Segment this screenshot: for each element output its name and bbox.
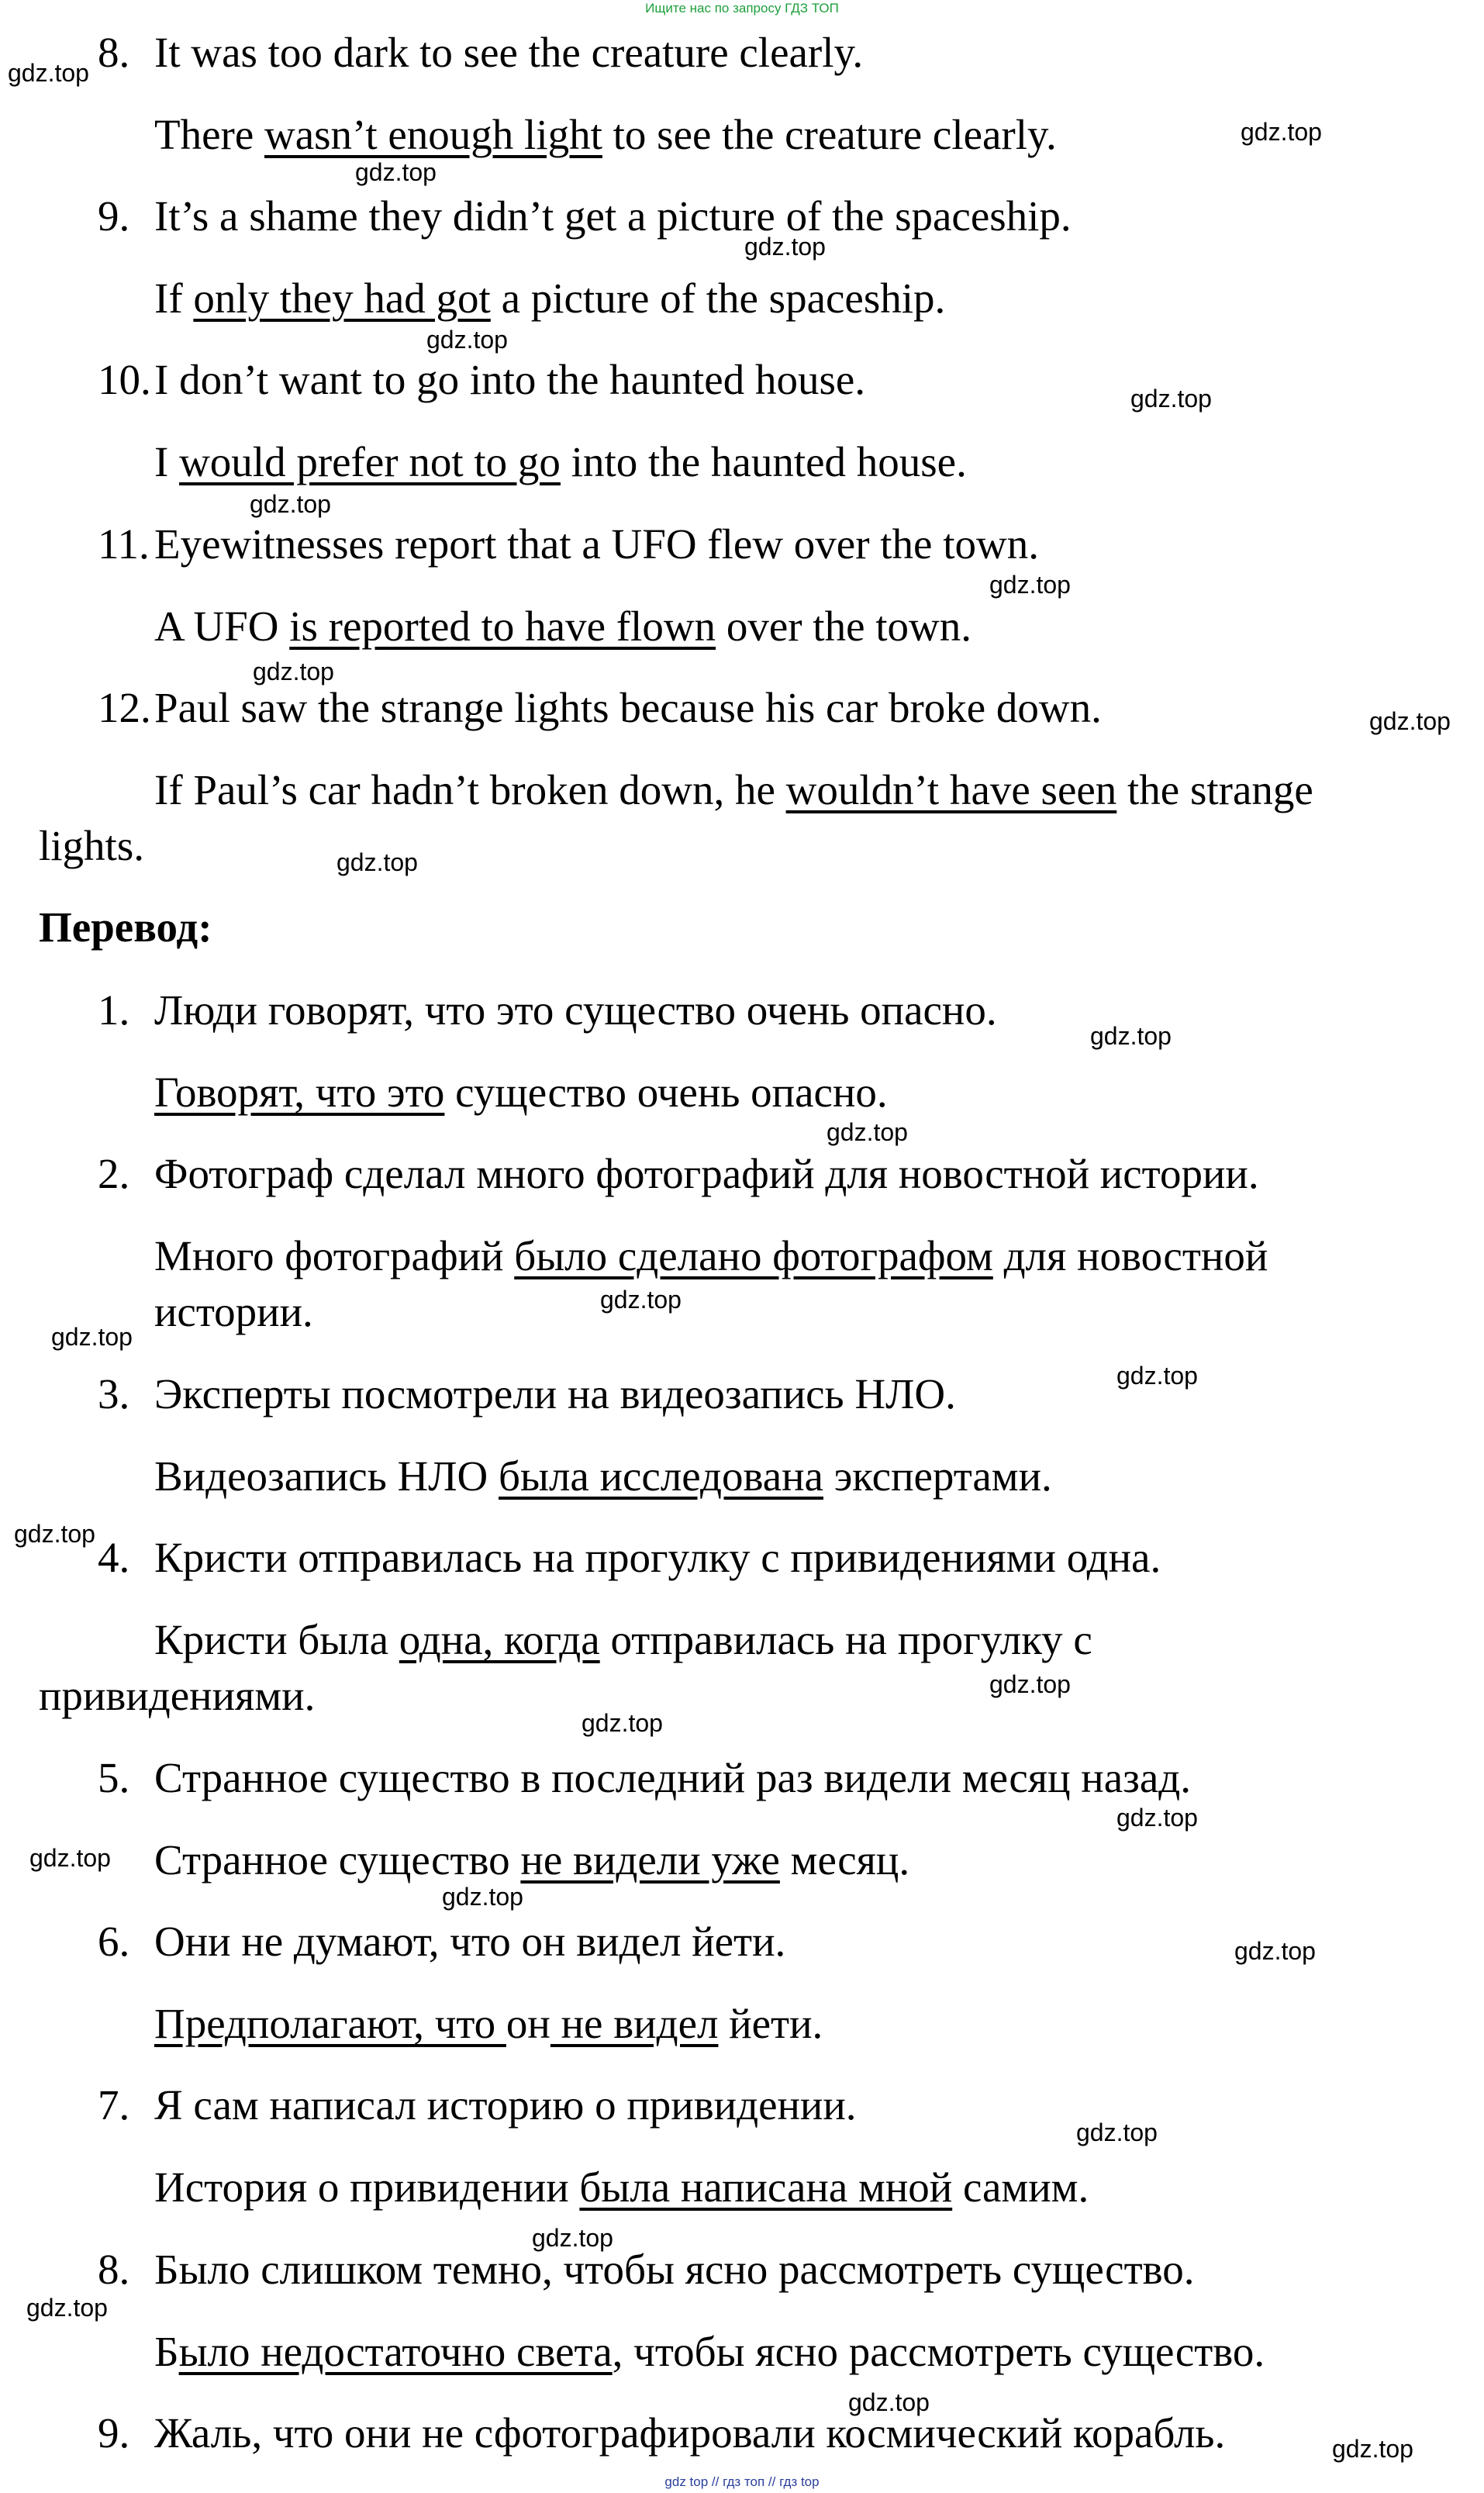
item-answer [154, 112, 1057, 158]
top-banner: Ищите нас по запросу ГДЗ ТОП [645, 1, 839, 16]
answer-pre: Кристи была [154, 1616, 399, 1663]
item-number: 1. [98, 986, 130, 1034]
watermark: gdz.top [8, 59, 89, 87]
answer-underlined: одна, когда [399, 1616, 600, 1663]
item-sentence: Люди говорят, что это существо очень опасно. [154, 986, 997, 1034]
item-sentence: Было слишком темно, чтобы ясно рассмотреть существо. [154, 2246, 1195, 2293]
answer-underlined-2: не видел [550, 2000, 719, 2047]
answer-pre: If [154, 275, 194, 322]
answer-post: существо очень опасно. [444, 1069, 888, 1116]
item-number: 11. [98, 520, 150, 568]
watermark: gdz.top [250, 490, 331, 518]
watermark: gdz.top [532, 2224, 613, 2252]
item-number: 2. [98, 1150, 130, 1197]
answer-underlined: would prefer not to go [179, 438, 561, 485]
item-answer [154, 2001, 823, 2047]
answer-middle: он [506, 2000, 550, 2047]
answer-post: into the haunted house. [560, 438, 967, 485]
answer-post: йети. [718, 2000, 823, 2047]
answer-post: , чтобы ясно рассмотреть существо. [612, 2328, 1265, 2375]
answer-continuation: истории. [154, 1288, 313, 1335]
item-number: 3. [98, 1370, 130, 1417]
answer-continuation: lights. [39, 822, 144, 869]
watermark: gdz.top [582, 1709, 663, 1737]
answer-underlined: была написана мной [579, 2163, 953, 2211]
answer-post: the strange [1116, 766, 1313, 813]
answer-post: over the town. [716, 603, 972, 650]
answer-continuation: привидениями. [39, 1672, 316, 1719]
watermark: gdz.top [14, 1520, 95, 1548]
watermark: gdz.top [51, 1323, 133, 1351]
answer-post: экспертами. [823, 1452, 1052, 1500]
answer-pre: История о привидении [154, 2163, 580, 2211]
watermark: gdz.top [336, 848, 418, 876]
watermark: gdz.top [848, 2388, 930, 2416]
item-number: 10. [98, 356, 151, 403]
item-sentence: It was too dark to see the creature clearly. [154, 29, 864, 76]
answer-underlined: is reported to have flown [289, 603, 716, 650]
watermark: gdz.top [989, 571, 1071, 599]
item-number: 6. [98, 1918, 130, 1965]
answer-pre: A UFO [154, 603, 290, 650]
watermark: gdz.top [827, 1118, 908, 1146]
item-sentence: Я сам написал историю о привидении. [154, 2081, 857, 2129]
watermark: gdz.top [29, 1844, 111, 1872]
watermark: gdz.top [1130, 385, 1212, 413]
answer-post: отправилась на прогулку с [599, 1616, 1092, 1663]
answer-underlined: wasn’t enough light [264, 111, 602, 158]
item-number: 7. [98, 2081, 130, 2129]
answer-underlined: ыло недостаточно света [178, 2328, 613, 2375]
watermark: gdz.top [442, 1883, 523, 1911]
watermark: gdz.top [744, 233, 826, 261]
answer-post: to see the creature clearly. [602, 111, 1057, 158]
answer-pre: There [154, 111, 264, 158]
item-number: 4. [98, 1534, 130, 1581]
answer-pre: I [154, 438, 180, 485]
answer-pre: Много фотографий [154, 1232, 515, 1279]
item-sentence: Жаль, что они не сфотографировали космический корабль. [154, 2409, 1226, 2457]
item-answer [154, 603, 972, 650]
translation-heading: Перевод: [39, 903, 212, 951]
answer-underlined: была исследована [499, 1452, 823, 1500]
watermark: gdz.top [1076, 2118, 1158, 2146]
watermark: gdz.top [1116, 1362, 1198, 1390]
answer-underlined: не видели уже [520, 1836, 780, 1884]
answer-post: месяц. [779, 1836, 910, 1884]
item-sentence: Paul saw the strange lights because his car broke down. [154, 684, 1102, 731]
item-sentence: Странное существо в последний раз видели месяц назад. [154, 1754, 1191, 1801]
answer-underlined: Предполагают, что [154, 2000, 506, 2047]
watermark: gdz.top [989, 1670, 1071, 1698]
footer-banner: gdz top // гдз топ // гдз top [664, 2474, 820, 2489]
item-sentence: Они не думают, что он видел йети. [154, 1918, 786, 1965]
item-sentence: Эксперты посмотрели на видеозапись НЛО. [154, 1370, 956, 1417]
item-number: 5. [98, 1754, 130, 1801]
item-number: 9. [98, 2409, 130, 2457]
item-answer [154, 2164, 1089, 2211]
item-sentence: It’s a shame they didn’t get a picture of the spaceship. [154, 192, 1072, 240]
answer-underlined: Говорят, что это [154, 1069, 445, 1116]
answer-underlined: only they had got [193, 275, 491, 322]
item-answer [154, 1069, 888, 1116]
watermark: gdz.top [1234, 1937, 1316, 1965]
item-sentence: Фотограф сделал много фотографий для новостной истории. [154, 1150, 1259, 1197]
watermark: gdz.top [1241, 118, 1322, 146]
answer-post: самим. [952, 2163, 1089, 2211]
watermark: gdz.top [355, 158, 437, 186]
item-answer [154, 1453, 1052, 1500]
watermark: gdz.top [426, 326, 508, 354]
watermark: gdz.top [1116, 1804, 1198, 1832]
item-sentence: Кристи отправилась на прогулку с привидениями одна. [154, 1534, 1161, 1581]
item-sentence: I don’t want to go into the haunted house. [154, 356, 866, 403]
item-answer [154, 767, 1313, 813]
answer-pre: If Paul’s car hadn’t broken down, he [154, 766, 786, 813]
answer-pre: Б [154, 2328, 179, 2375]
answer-pre: Видеозапись НЛО [154, 1452, 499, 1500]
item-answer [154, 1233, 1268, 1279]
watermark: gdz.top [26, 2294, 108, 2322]
item-answer [154, 439, 967, 485]
item-answer [154, 2329, 1265, 2375]
answer-post: для новостной [992, 1232, 1268, 1279]
item-answer [154, 275, 945, 322]
item-answer [154, 1837, 909, 1884]
answer-underlined: wouldn’t have seen [785, 766, 1117, 813]
watermark: gdz.top [1090, 1022, 1172, 1050]
watermark: gdz.top [1369, 707, 1451, 735]
item-number: 8. [98, 29, 130, 76]
item-answer [154, 1617, 1092, 1663]
item-sentence: Eyewitnesses report that a UFO flew over the town. [154, 520, 1039, 568]
answer-pre: Странное существо [154, 1836, 521, 1884]
item-number: 9. [98, 192, 130, 240]
answer-underlined: было сделано фотографом [514, 1232, 993, 1279]
watermark: gdz.top [253, 658, 334, 685]
item-number: 12. [98, 684, 151, 731]
item-number: 8. [98, 2246, 130, 2293]
watermark: gdz.top [1332, 2435, 1413, 2463]
watermark: gdz.top [600, 1286, 682, 1314]
answer-post: a picture of the spaceship. [490, 275, 946, 322]
